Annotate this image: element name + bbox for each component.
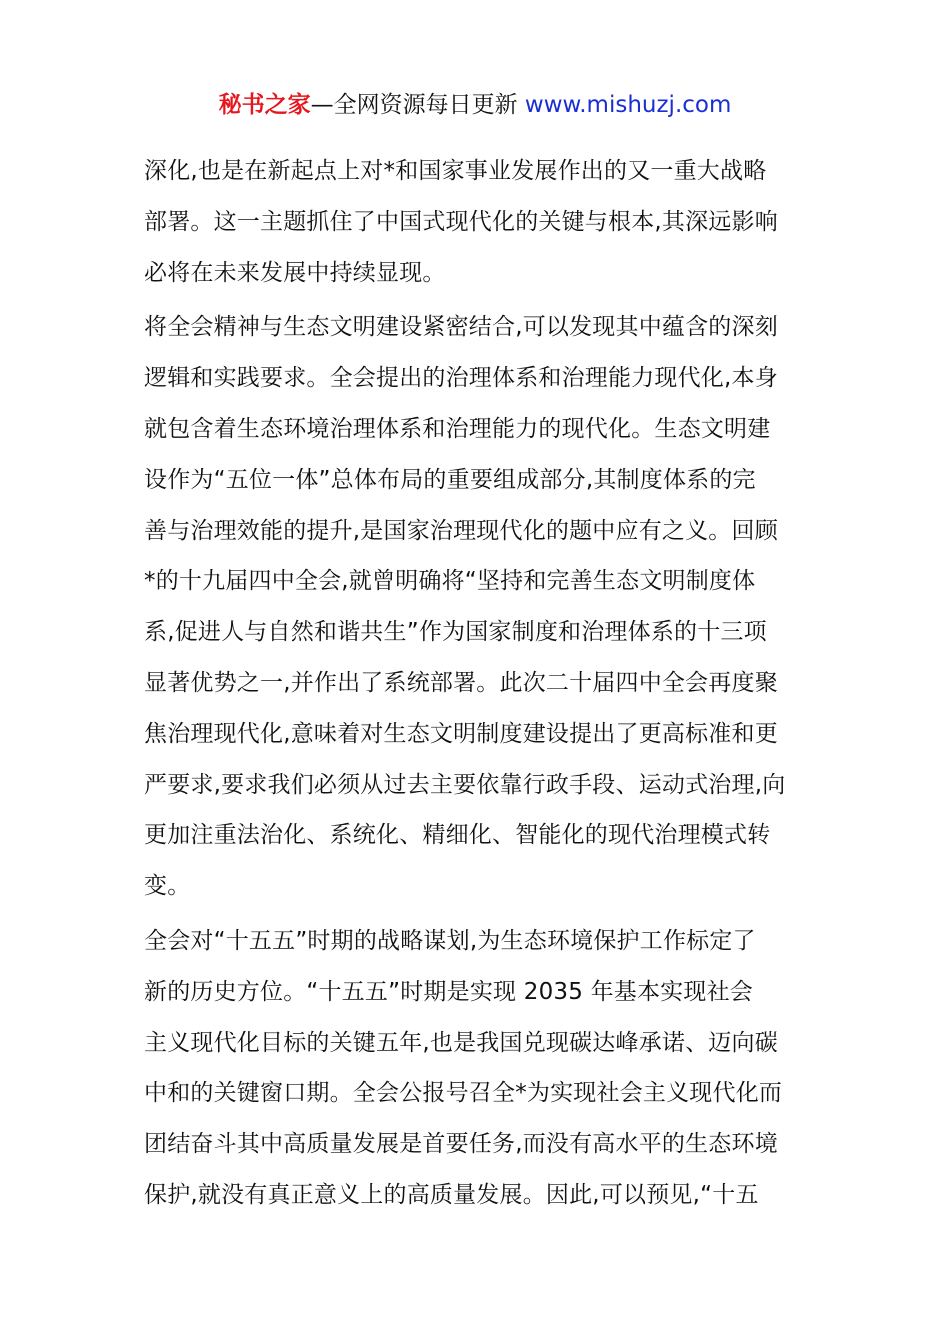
text-line: 新的历史方位。“十五五”时期是实现 2035 年基本实现社会 [144,978,753,1005]
paragraph-3 [144,916,806,1221]
text-line: 主义现代化目标的关键五年,也是我国兑现碳达峰承诺、迈向碳 [144,1029,778,1056]
text-line: 全会对“十五五”时期的战略谋划,为生态环境保护工作标定了 [144,927,756,954]
text-line: 逻辑和实践要求。全会提出的治理体系和治理能力现代化,本身 [144,365,778,392]
text-line: 严要求,要求我们必须从过去主要依靠行政手段、运动式治理,向 [144,771,786,798]
text-line: 变。 [144,873,191,900]
text-line: 善与治理效能的提升,是国家治理现代化的题中应有之义。回顾 [144,517,778,544]
site-url-link[interactable]: www.mishuzj.com [524,92,732,118]
brand-name: 秘书之家 [218,92,311,118]
text-line: *的十九届四中全会,就曾明确将“坚持和完善生态文明制度体 [144,568,756,595]
document-body [144,146,806,1225]
text-line: 设作为“五位一体”总体布局的重要组成部分,其制度体系的完 [144,466,756,493]
paragraph-1 [144,146,806,298]
header-tagline: 全网资源每日更新 [333,92,525,118]
page-header [0,88,950,122]
text-line: 中和的关键窗口期。全会公报号召全*为实现社会主义现代化而 [144,1080,783,1107]
text-line: 系,促进人与自然和谐共生”作为国家制度和治理体系的十三项 [144,619,767,646]
text-line: 更加注重法治化、系统化、精细化、智能化的现代治理模式转 [144,822,771,849]
text-line: 保护,就没有真正意义上的高质量发展。因此,可以预见,“十五 [144,1181,759,1208]
text-line: 显著优势之一,并作出了系统部署。此次二十届四中全会再度聚 [144,669,778,696]
paragraph-2 [144,302,806,912]
text-line: 将全会精神与生态文明建设紧密结合,可以发现其中蕴含的深刻 [144,314,778,341]
text-line: 就包含着生态环境治理体系和治理能力的现代化。生态文明建 [144,415,771,442]
text-line: 必将在未来发展中持续显现。 [144,259,446,286]
text-line: 团结奋斗其中高质量发展是首要任务,而没有高水平的生态环境 [144,1131,778,1158]
text-line: 部署。这一主题抓住了中国式现代化的关键与根本,其深远影响 [144,208,778,235]
text-line: 焦治理现代化,意味着对生态文明制度建设提出了更高标准和更 [144,720,778,747]
header-dash: — [310,92,334,118]
text-line: 深化,也是在新起点上对*和国家事业发展作出的又一重大战略 [144,158,767,184]
